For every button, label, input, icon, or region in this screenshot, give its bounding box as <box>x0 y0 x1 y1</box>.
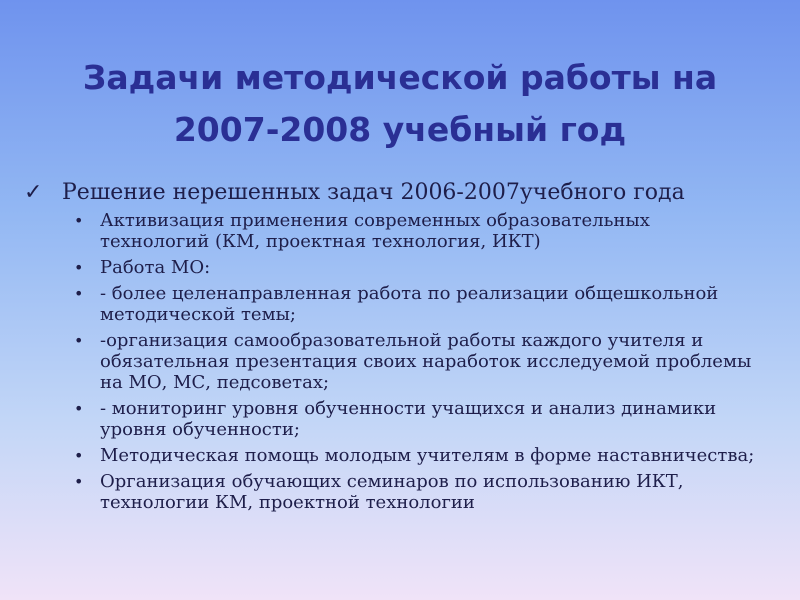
list-item-text: Методическая помощь молодым учителям в форме наставничества; <box>100 445 755 466</box>
list-item-text: Организация обучающих семинаров по использованию ИКТ, технологии КМ, проектной технологии <box>100 471 684 513</box>
bullet-icon: • <box>74 446 84 465</box>
bullet-list <box>74 210 764 518</box>
list-item <box>74 330 764 393</box>
list-item <box>74 257 764 278</box>
list-item-text: Активизация применения современных образовательных технологий (КМ, проектная технология, ИКТ) <box>100 210 650 252</box>
list-item <box>74 445 764 466</box>
bullet-icon: • <box>74 399 84 418</box>
list-item <box>74 210 764 252</box>
list-item-text: Работа МО: <box>100 257 211 278</box>
list-item <box>74 398 764 440</box>
list-item-text: -организация самообразовательной работы каждого учителя и обязательная презентация своих наработок исследуемой проблемы на МО, МС, педсоветах; <box>100 330 752 393</box>
bullet-icon: • <box>74 331 84 350</box>
bullet-icon: • <box>74 284 84 303</box>
bullet-icon: • <box>74 258 84 277</box>
main-point <box>24 178 784 208</box>
bullet-icon: • <box>74 211 84 230</box>
slide-title <box>40 52 760 156</box>
title-line-2: 2007-2008 учебный год <box>173 110 627 149</box>
bullet-icon: • <box>74 472 84 491</box>
title-line-1: Задачи методической работы на <box>82 58 718 97</box>
list-item-text: - более целенаправленная работа по реализации общешкольной методической темы; <box>100 283 719 325</box>
list-item-text: - мониторинг уровня обученности учащихся и анализ динамики уровня обученности; <box>100 398 717 440</box>
main-point-text: Решение нерешенных задач 2006-2007учебного года <box>62 180 685 205</box>
list-item <box>74 283 764 325</box>
checkmark-icon: ✓ <box>24 180 43 205</box>
list-item <box>74 471 764 513</box>
